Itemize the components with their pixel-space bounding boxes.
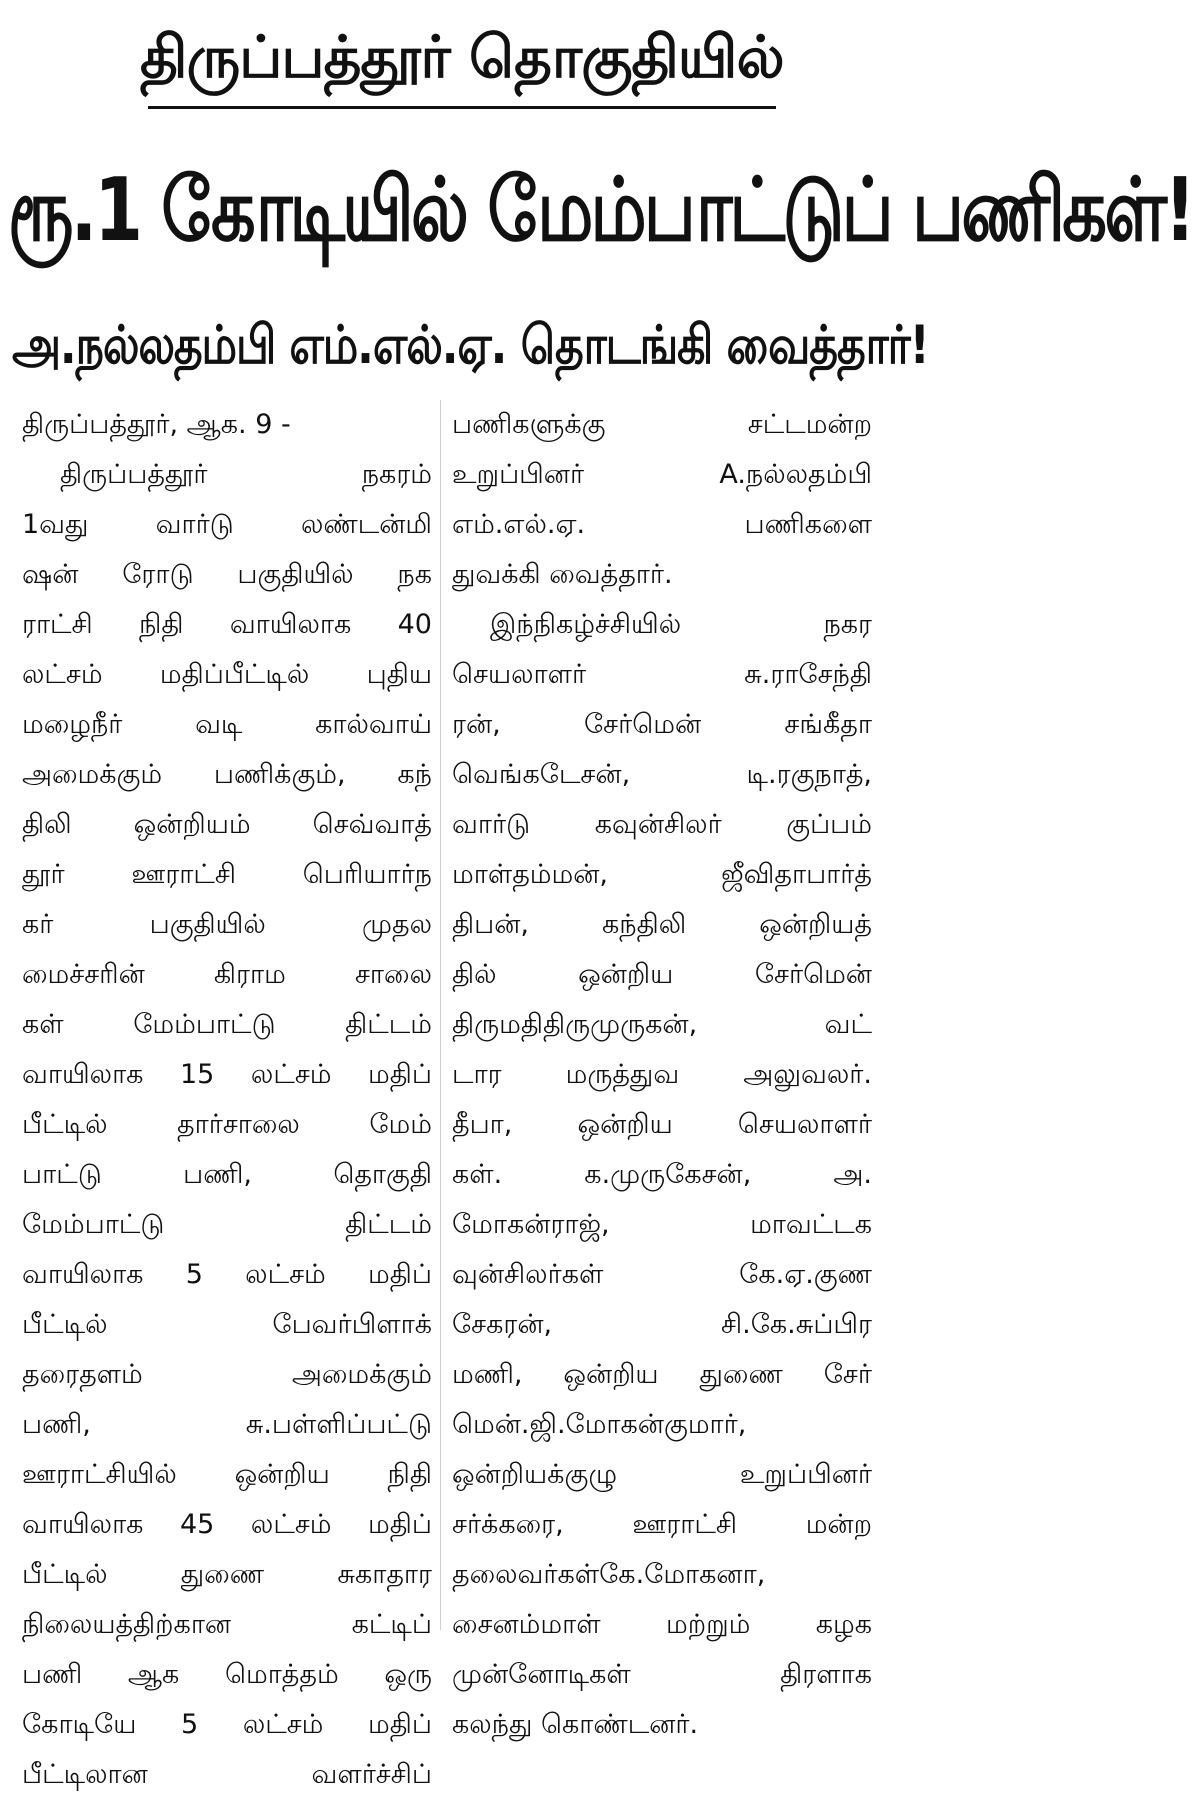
body-line: வாயிலாக 45 லட்சம் மதிப் — [22, 1509, 432, 1540]
body-line: அமைக்கும் பணிக்கும், கந் — [22, 759, 432, 790]
body-line: செயலாளர் சு.ராசேந்தி — [452, 659, 872, 690]
body-line: ஷன் ரோடு பகுதியில் நக — [22, 559, 432, 590]
body-line: கலந்து கொண்டனர். — [452, 1709, 699, 1740]
body-line: மைச்சரின் கிராம சாலை — [22, 959, 432, 990]
body-line: மோகன்ராஜ், மாவட்டக — [452, 1209, 872, 1240]
body-line: ரன், சேர்மென் சங்கீதா — [452, 709, 872, 740]
body-line: கர் பகுதியில் முதல — [22, 909, 432, 940]
body-line: மேம்பாட்டு திட்டம் — [22, 1209, 432, 1240]
body-line: மென்.ஜி.மோகன்குமார், — [452, 1409, 747, 1440]
body-line: இந்நிகழ்ச்சியில் நகர — [490, 609, 872, 640]
body-line: தரைதளம் அமைக்கும் — [22, 1359, 432, 1390]
column-divider — [440, 400, 441, 1630]
body-line: பீட்டில் பேவர்பிளாக் — [22, 1309, 432, 1340]
kicker-underline — [148, 106, 776, 109]
body-line: டார மருத்துவ அலுவலர். — [452, 1059, 872, 1090]
body-line: தூர் ஊராட்சி பெரியார்ந — [22, 859, 432, 890]
body-line: கள். க.முருகேசன், அ. — [452, 1159, 872, 1190]
body-line: தில் ஒன்றிய சேர்மென் — [452, 959, 872, 990]
body-line: ஒன்றியக்குழு உறுப்பினர் — [452, 1459, 872, 1490]
body-line: திபன், கந்திலி ஒன்றியத் — [452, 909, 872, 940]
body-line: கோடியே 5 லட்சம் மதிப் — [22, 1709, 432, 1740]
body-line: வாயிலாக 5 லட்சம் மதிப் — [22, 1259, 432, 1290]
article-column-left — [22, 400, 432, 1790]
body-line: பணிகளுக்கு சட்டமன்ற — [452, 409, 872, 440]
body-line: ஊராட்சியில் ஒன்றிய நிதி — [22, 1459, 432, 1490]
body-line: உறுப்பினர் A.நல்லதம்பி — [452, 459, 872, 490]
body-line: வுன்சிலர்கள் கே.ஏ.குண — [452, 1259, 872, 1290]
body-line: சேகரன், சி.கே.சுப்பிர — [452, 1309, 872, 1340]
headline: ரூ.1 கோடியில் மேம்பாட்டுப் பணிகள்! — [8, 158, 1193, 262]
body-line: சைனம்மாள் மற்றும் கழக — [452, 1609, 872, 1640]
body-line: பீட்டில் தார்சாலை மேம் — [22, 1109, 432, 1140]
body-line: மாள்தம்மன், ஜீவிதாபார்த் — [452, 859, 872, 890]
body-line: எம்.எல்.ஏ. பணிகளை — [452, 509, 872, 540]
body-line: வார்டு கவுன்சிலர் குப்பம் — [452, 809, 872, 840]
body-line: தலைவர்கள்கே.மோகனா, — [452, 1559, 766, 1590]
subheadline: அ.நல்லதம்பி எம்.எல்.ஏ. தொடங்கி வைத்தார்! — [12, 314, 929, 376]
body-line: கள் மேம்பாட்டு திட்டம் — [22, 1009, 432, 1040]
body-line: மணி, ஒன்றிய துணை சேர் — [452, 1359, 872, 1390]
body-line: பணி, சு.பள்ளிப்பட்டு — [22, 1409, 432, 1440]
body-line: பீட்டிலான வளர்ச்சிப் — [22, 1759, 432, 1790]
dateline: திருப்பத்தூர், ஆக. 9 - — [22, 409, 291, 440]
article-column-right — [452, 400, 872, 1740]
body-line: திலி ஒன்றியம் செவ்வாத் — [22, 809, 432, 840]
body-line: திருமதிதிருமுருகன், வட் — [452, 1009, 872, 1040]
body-line: வெங்கடேசன், டி.ரகுநாத், — [452, 759, 872, 790]
body-line: துவக்கி வைத்தார். — [452, 559, 673, 590]
body-line: பாட்டு பணி, தொகுதி — [22, 1159, 432, 1190]
body-line: பீட்டில் துணை சுகாதார — [22, 1559, 432, 1590]
body-line: ராட்சி நிதி வாயிலாக 40 — [22, 609, 432, 640]
body-line: பணி ஆக மொத்தம் ஒரு — [22, 1659, 432, 1690]
body-line: நிலையத்திற்கான கட்டிப் — [22, 1609, 432, 1640]
body-line: தீபா, ஒன்றிய செயலாளர் — [452, 1109, 872, 1140]
body-line: திருப்பத்தூர் நகரம் — [60, 459, 432, 490]
body-line: மழைநீர் வடி கால்வாய் — [22, 709, 432, 740]
body-line: வாயிலாக 15 லட்சம் மதிப் — [22, 1059, 432, 1090]
kicker-heading: திருப்பத்தூர் தொகுதியில் — [140, 23, 784, 91]
body-line: 1வது வார்டு லண்டன்மி — [22, 509, 432, 540]
body-line: லட்சம் மதிப்பீட்டில் புதிய — [22, 659, 432, 690]
body-line: சர்க்கரை, ஊராட்சி மன்ற — [452, 1509, 872, 1540]
body-line: முன்னோடிகள் திரளாக — [452, 1659, 872, 1690]
